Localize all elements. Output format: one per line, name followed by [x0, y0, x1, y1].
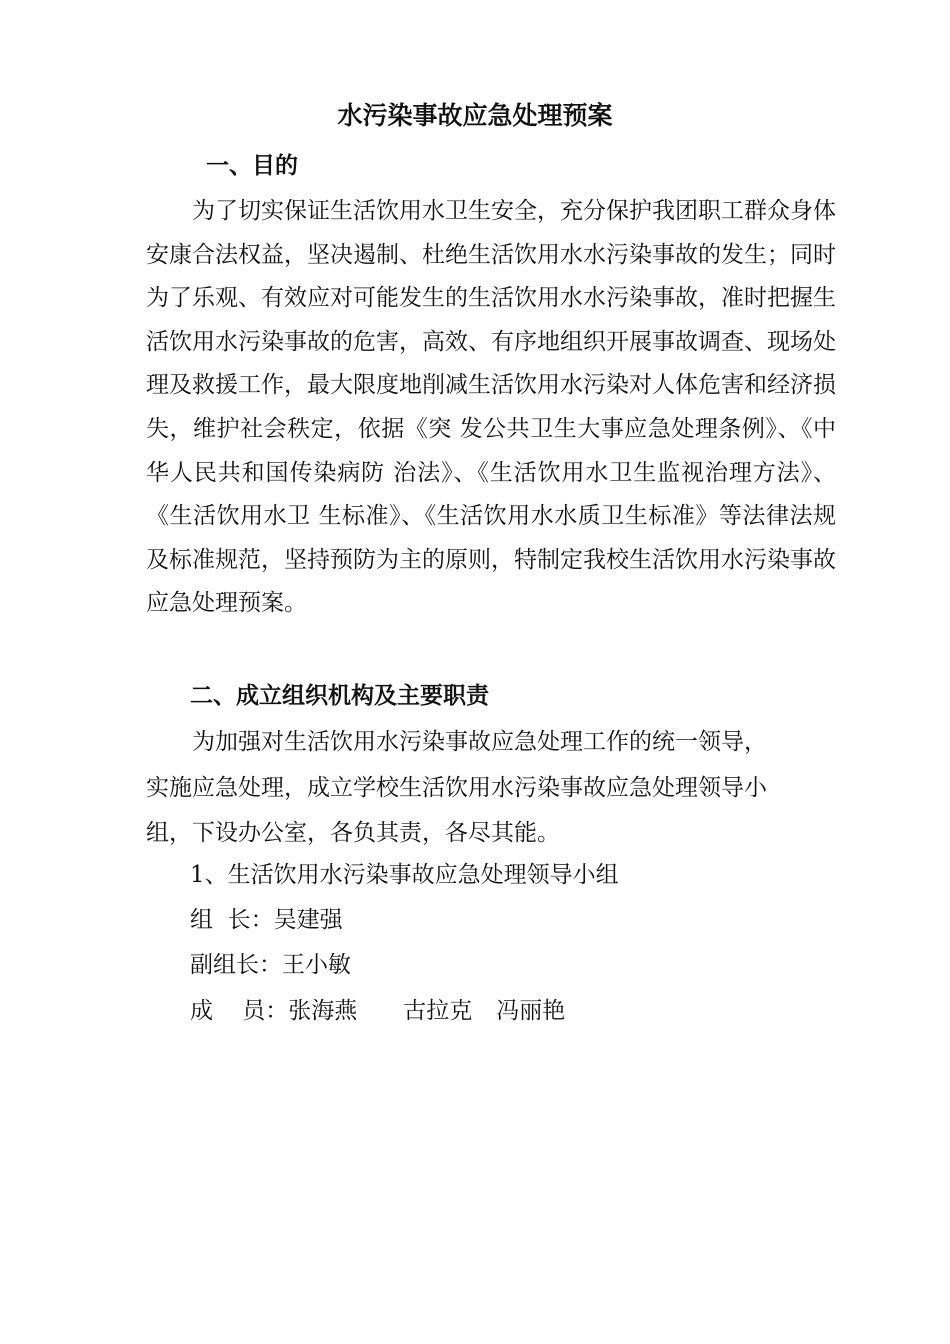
group-leader-name: 吴建强: [273, 907, 343, 933]
deputy-leader-line: [190, 945, 351, 985]
section-2-heading: 二、成立组织机构及主要职责: [190, 683, 489, 709]
leadership-group-title: 1、生活饮用水污染事故应急处理领导小组: [190, 862, 619, 888]
member-name: 古拉克: [403, 998, 473, 1024]
members-line: [190, 991, 565, 1031]
document-title: 水污染事故应急处理预案: [337, 101, 613, 130]
section-2-paragraph: 为加强对生活饮用水污染事故应急处理工作的统一领导，实施应急处理，成立学校生活饮用水污染事故应急处理领导小组，下设办公室，各负其责，各尽其能。: [146, 729, 767, 846]
member-name: 冯丽艳: [496, 998, 566, 1024]
deputy-leader-name: 王小敏: [282, 952, 351, 978]
member-name: 张海燕: [288, 998, 358, 1024]
section-1-heading: 一、目的: [206, 153, 298, 179]
group-leader-label: 组 长：: [190, 907, 274, 933]
deputy-leader-label: 副组长：: [190, 952, 282, 978]
members-label: 成 员：: [190, 998, 289, 1024]
section-1-paragraph: 为了切实保证生活饮用水卫生安全，充分保护我团职工群众身体安康合法权益，坚决遏制、杜绝生活饮用水水污染事故的发生；同时为了乐观、有效应对可能发生的生活饮用水水污染事故，准时把握生活饮用水污染事故的危害，高效、有序地组织开展事故调查、现场处理及救援工作，最大限度地削减生活饮用水污染对人体危害和经济损失，维护社会秩定，依据《突 发公共卫生大事应急处理条例》、《中华人民共和国传染病防 治法》、《生活饮用水卫生监视治理方法》、《生活饮用水卫 生标准》、《生活饮用水水质卫生标准》等法律法规及标准规范，坚持预防为主的原则，特制定我校生活饮用水污染事故应急处理预案。: [146, 198, 836, 617]
group-leader-line: [190, 900, 343, 940]
